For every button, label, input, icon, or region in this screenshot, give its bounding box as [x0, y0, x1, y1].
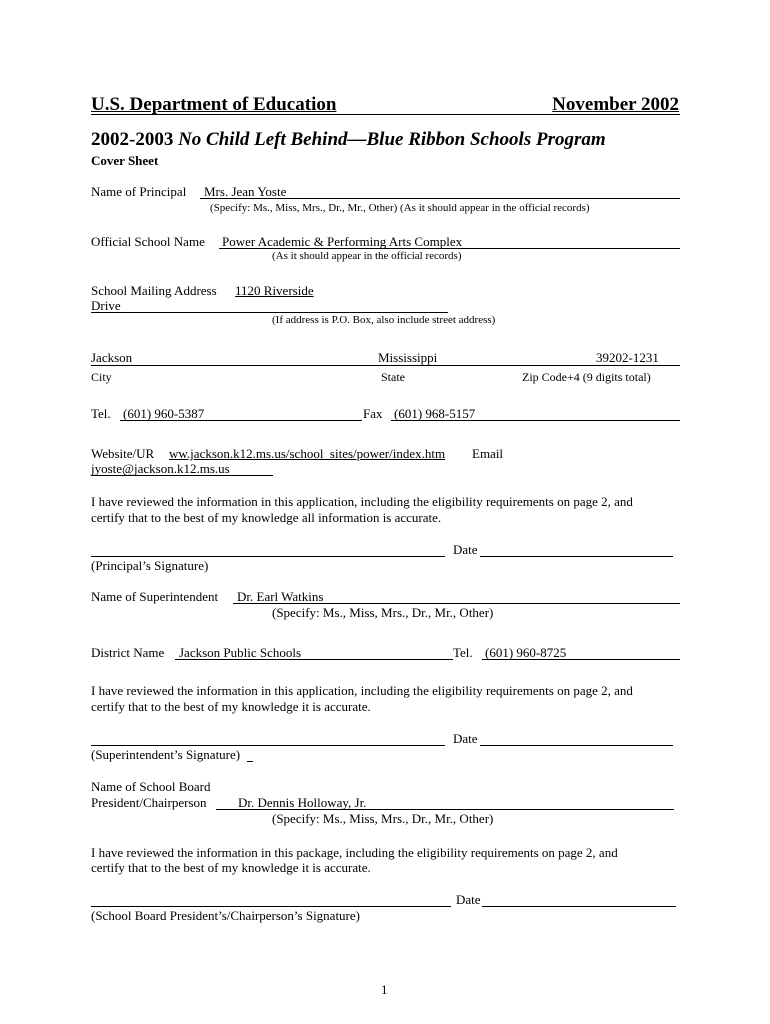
tel-label: Tel.: [91, 406, 111, 421]
board-signature-line[interactable]: [91, 906, 451, 907]
board-note: (Specify: Ms., Miss, Mrs., Dr., Mr., Other): [272, 811, 494, 826]
program-title: [91, 129, 606, 151]
school-name-label: Official School Name: [91, 234, 205, 249]
address-note: (If address is P.O. Box, also include street address): [272, 314, 496, 326]
address-line2-rule: [91, 312, 448, 313]
cert3-text-line2: certify that to the best of my knowledge it is accurate.: [91, 860, 371, 875]
district-label: District Name: [91, 645, 165, 660]
city-field[interactable]: Jackson: [91, 350, 133, 365]
cert2-date-label: Date: [453, 731, 478, 746]
cert3-date-label: Date: [456, 892, 481, 907]
superintendent-signature-line[interactable]: [91, 745, 445, 746]
header-date: November 2002: [552, 94, 679, 115]
zip-field[interactable]: 39202-1231: [596, 350, 659, 365]
superintendent-name-field[interactable]: Dr. Earl Watkins: [237, 589, 324, 604]
program-name: No Child Left Behind—Blue Ribbon Schools Program: [178, 129, 606, 150]
district-tel-field[interactable]: (601) 960-8725: [485, 645, 567, 660]
tel-field[interactable]: (601) 960-5387: [123, 406, 205, 421]
address-field-line1[interactable]: 1120 Riverside: [235, 283, 314, 298]
superintendent-signature-underline: [247, 761, 253, 762]
principal-signature-line[interactable]: [91, 556, 445, 557]
principal-signature-label: (Principal’s Signature): [91, 558, 209, 573]
state-field[interactable]: Mississippi: [378, 350, 438, 365]
email-label: Email: [472, 446, 504, 461]
cert1-date-field[interactable]: [480, 556, 673, 557]
fax-field[interactable]: (601) 968-5157: [394, 406, 476, 421]
school-note: (As it should appear in the official records): [272, 250, 462, 262]
cert3-text-line1: I have reviewed the information in this package, including the eligibility requirements on page 2, and: [91, 845, 618, 860]
cover-sheet-label: Cover Sheet: [91, 153, 159, 168]
page-number: 1: [381, 982, 388, 997]
board-label-line1: Name of School Board: [91, 779, 211, 794]
principal-name-field[interactable]: Mrs. Jean Yoste: [204, 184, 287, 199]
website-label: Website/UR: [91, 446, 155, 461]
district-name-field[interactable]: Jackson Public Schools: [179, 645, 302, 660]
fax-label: Fax: [363, 406, 383, 421]
superintendent-signature-label: (Superintendent’s Signature): [91, 747, 241, 762]
cert1-date-label: Date: [453, 542, 478, 557]
address-label: School Mailing Address: [91, 283, 217, 298]
cert1-text-line2: certify that to the best of my knowledge all information is accurate.: [91, 510, 442, 525]
cert1-text-line1: I have reviewed the information in this application, including the eligibility requirements on page 2, and: [91, 494, 633, 509]
department-heading: U.S. Department of Education: [91, 94, 337, 115]
board-name-field[interactable]: Dr. Dennis Holloway, Jr.: [238, 795, 367, 810]
cert3-date-field[interactable]: [482, 906, 676, 907]
state-label: State: [381, 370, 405, 384]
principal-label: Name of Principal: [91, 184, 187, 199]
board-label-line2: President/Chairperson: [91, 795, 207, 810]
superintendent-note: (Specify: Ms., Miss, Mrs., Dr., Mr., Other): [272, 605, 494, 620]
cert2-text-line1: I have reviewed the information in this application, including the eligibility requirements on page 2, and: [91, 683, 633, 698]
city-label: City: [91, 370, 112, 384]
address-field-line2[interactable]: Drive: [91, 298, 121, 313]
superintendent-label: Name of Superintendent: [91, 589, 219, 604]
district-tel-label: Tel.: [453, 645, 473, 660]
school-name-field[interactable]: Power Academic & Performing Arts Complex: [222, 234, 463, 249]
program-year: 2002-2003: [91, 129, 174, 150]
website-field[interactable]: ww.jackson.k12.ms.us/school_sites/power/index.htm: [169, 446, 446, 461]
board-signature-label: (School Board President’s/Chairperson’s Signature): [91, 908, 360, 923]
email-field[interactable]: jyoste@jackson.k12.ms.us: [91, 461, 230, 476]
cert2-date-field[interactable]: [480, 745, 673, 746]
principal-note: (Specify: Ms., Miss, Mrs., Dr., Mr., Other) (As it should appear in the official records): [210, 202, 590, 214]
zip-label: Zip Code+4 (9 digits total): [522, 370, 651, 384]
cert2-text-line2: certify that to the best of my knowledge it is accurate.: [91, 699, 371, 714]
